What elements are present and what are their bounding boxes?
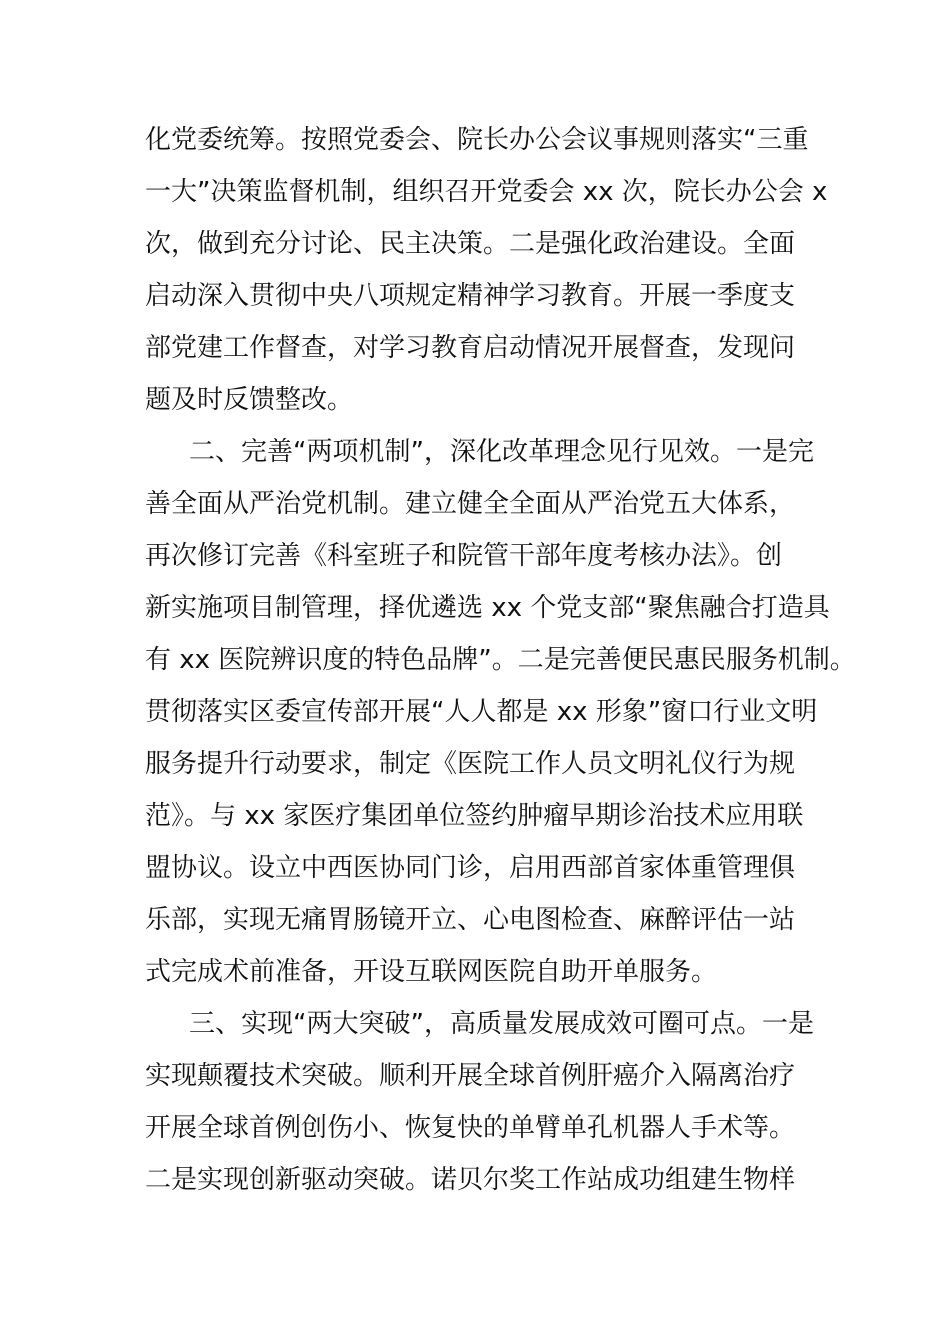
text-line: 服务提升行动要求，制定《医院工作人员文明礼仪行为规 xyxy=(145,749,796,779)
text-line: 题及时反馈整改。 xyxy=(145,385,354,415)
text-line: 有 xx 医院辨识度的特色品牌”。二是完善便民惠民服务机制。 xyxy=(145,645,856,675)
text-line: 二是实现创新驱动突破。诺贝尔奖工作站成功组建生物样 xyxy=(145,1165,796,1195)
text-line: 启动深入贯彻中央八项规定精神学习教育。开展一季度支 xyxy=(145,281,796,311)
text-line: 部党建工作督查，对学习教育启动情况开展督查，发现问 xyxy=(145,333,796,363)
text-line: 一大”决策监督机制，组织召开党委会 xx 次，院长办公会 x xyxy=(145,177,828,207)
text-line: 盟协议。设立中西医协同门诊，启用西部首家体重管理俱 xyxy=(145,853,796,883)
paragraph-continuation xyxy=(145,114,828,426)
text-line: 三、实现“两大突破”，高质量发展成效可圈可点。一是 xyxy=(189,1009,814,1039)
text-line: 乐部，实现无痛胃肠镜开立、心电图检查、麻醉评估一站 xyxy=(145,905,796,935)
text-line: 化党委统筹。按照党委会、院长办公会议事规则落实“三重 xyxy=(145,125,809,155)
text-line: 再次修订完善《科室班子和院管干部年度考核办法》。创 xyxy=(145,541,783,571)
text-line: 开展全球首例创伤小、恢复快的单臂单孔机器人手术等。 xyxy=(145,1113,796,1143)
text-line: 范》。与 xx 家医疗集团单位签约肿瘤早期诊治技术应用联 xyxy=(145,801,804,831)
paragraph-two-mechanisms xyxy=(145,426,856,998)
text-line: 实现颠覆技术突破。顺利开展全球首例肝癌介入隔离治疗 xyxy=(145,1061,796,1091)
document-body xyxy=(145,114,856,1206)
text-line: 善全面从严治党机制。建立健全全面从严治党五大体系， xyxy=(145,489,796,519)
text-line: 次，做到充分讨论、民主决策。二是强化政治建设。全面 xyxy=(145,229,796,259)
text-line: 式完成术前准备，开设互联网医院自助开单服务。 xyxy=(145,957,718,987)
text-line: 贯彻落实区委宣传部开展“人人都是 xx 形象”窗口行业文明 xyxy=(145,697,818,727)
paragraph-two-breakthroughs xyxy=(145,998,815,1206)
text-line: 新实施项目制管理，择优遴选 xx 个党支部“聚焦融合打造具 xyxy=(145,593,830,623)
text-line: 二、完善“两项机制”，深化改革理念见行见效。一是完 xyxy=(189,437,814,467)
